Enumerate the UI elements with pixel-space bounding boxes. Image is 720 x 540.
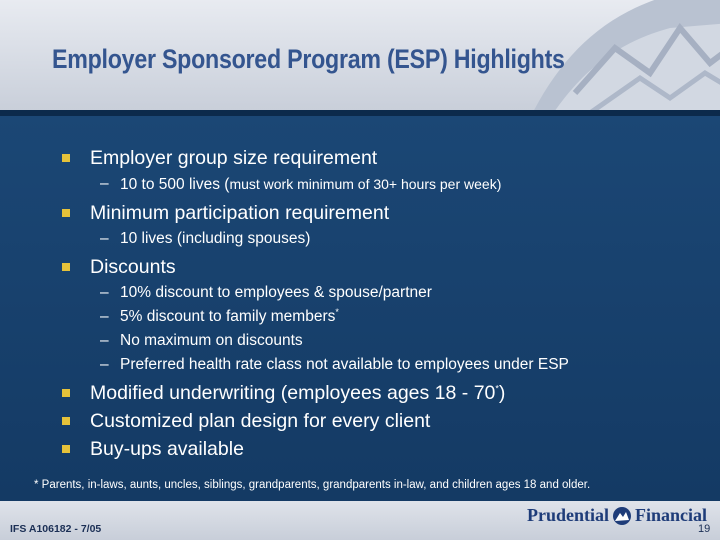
bullet-square-icon bbox=[62, 154, 70, 162]
sub-list-item bbox=[90, 353, 702, 377]
page-number: 19 bbox=[698, 523, 711, 535]
footnote-marker: * bbox=[495, 383, 499, 394]
bullet-text-end: ) bbox=[498, 382, 506, 404]
bullet-text: Discounts bbox=[90, 256, 176, 278]
sub-list-item bbox=[90, 281, 702, 305]
sub-item-text: 5% discount to family members bbox=[120, 308, 336, 325]
sub-list-item bbox=[90, 305, 702, 329]
sub-item-text: No maximum on discounts bbox=[120, 332, 303, 349]
list-item bbox=[62, 199, 702, 251]
dash-icon: – bbox=[100, 308, 109, 325]
sub-list bbox=[90, 281, 702, 377]
bullet-square-icon bbox=[62, 389, 70, 397]
bullet-square-icon bbox=[62, 417, 70, 425]
logo-text-right: Financial bbox=[635, 505, 708, 525]
slide-title: Employer Sponsored Program (ESP) Highlights bbox=[52, 44, 565, 74]
sub-item-text: Preferred health rate class not available to employees under ESP bbox=[120, 356, 569, 373]
sub-list bbox=[90, 172, 702, 197]
list-item bbox=[62, 253, 702, 377]
bullet-list bbox=[62, 144, 702, 463]
logo-text-left: Prudential bbox=[527, 505, 610, 525]
bullet-square-icon bbox=[62, 263, 70, 271]
slide-body bbox=[0, 116, 720, 501]
footnote-marker: * bbox=[335, 306, 339, 317]
sub-item-note: must work minimum of 30+ hours per week) bbox=[229, 176, 502, 192]
bullet-text: Modified underwriting (employees ages 18 - 70 bbox=[90, 382, 496, 404]
sub-item-text: 10 lives (including spouses) bbox=[120, 230, 311, 247]
list-item bbox=[62, 435, 702, 463]
bullet-text: Employer group size requirement bbox=[90, 147, 378, 169]
header bbox=[0, 0, 720, 110]
prudential-financial-logo bbox=[527, 505, 707, 526]
bullet-square-icon bbox=[62, 209, 70, 217]
sub-list-item bbox=[90, 172, 702, 197]
sub-list bbox=[90, 227, 702, 251]
document-code: IFS A106182 - 7/05 bbox=[10, 523, 102, 535]
sub-list-item bbox=[90, 329, 702, 353]
dash-icon: – bbox=[100, 230, 109, 247]
list-item bbox=[62, 407, 702, 435]
list-item bbox=[62, 144, 702, 197]
sub-list-item bbox=[90, 227, 702, 251]
dash-icon: – bbox=[100, 332, 109, 349]
sub-item-text: 10% discount to employees & spouse/partner bbox=[120, 284, 432, 301]
bullet-text: Customized plan design for every client bbox=[90, 410, 431, 432]
footnote: * Parents, in-laws, aunts, uncles, siblings, grandparents, grandparents in-law, and children ages 18 and older. bbox=[34, 479, 591, 491]
footer bbox=[0, 501, 720, 540]
list-item bbox=[62, 379, 702, 407]
bullet-text: Buy-ups available bbox=[90, 438, 244, 460]
dash-icon: – bbox=[100, 284, 109, 301]
bullet-square-icon bbox=[62, 445, 70, 453]
rock-of-gibraltar-logo-icon bbox=[612, 506, 632, 526]
sub-item-text: 10 to 500 lives ( bbox=[120, 176, 230, 193]
dash-icon: – bbox=[100, 175, 109, 192]
dash-icon: – bbox=[100, 356, 109, 373]
bullet-text: Minimum participation requirement bbox=[90, 202, 390, 224]
